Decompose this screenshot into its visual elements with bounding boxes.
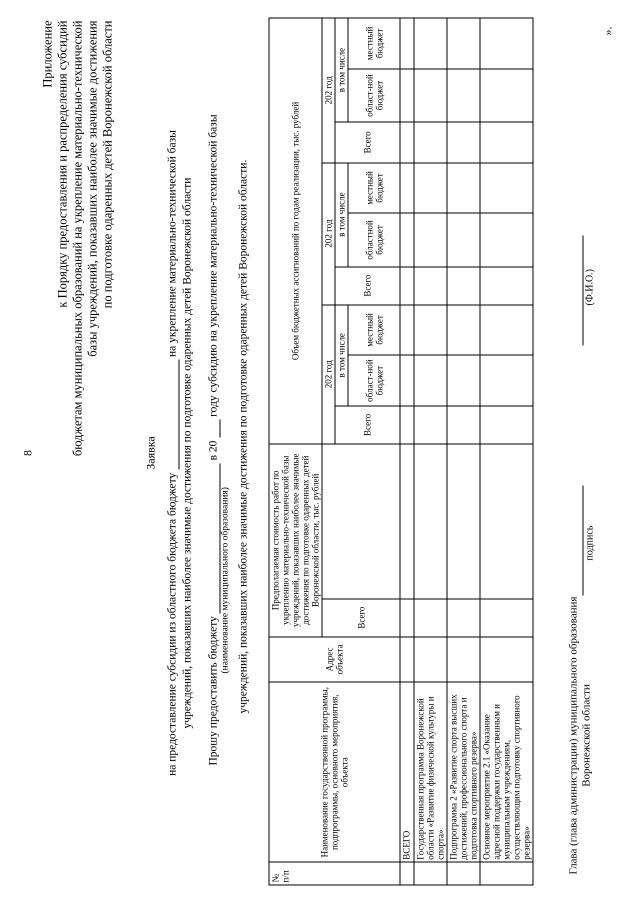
header-total-3: Всего	[335, 122, 400, 163]
table-row	[447, 18, 480, 885]
header-local-2: местный бюджет	[348, 162, 400, 213]
table-header-row	[269, 18, 322, 885]
name-line	[582, 235, 583, 345]
header-num: № п/п	[269, 862, 400, 885]
page-number: 8	[20, 449, 34, 456]
header-local-3: местный бюджет	[348, 18, 400, 69]
appendix-line: бюджетам муниципальных образований на укрепление материально-технической	[70, 20, 84, 456]
header-cost-total: Всего	[322, 598, 400, 636]
header-incl-1: в том числе	[335, 304, 348, 405]
row-label: Подпрограмма 2 «Развитие спорта высших достижений, профессионального спорта и подготовка спортивного резерва»	[447, 682, 480, 862]
head-of-municipality-label: Глава (глава администрации) муниципального образования Воронежской области	[567, 596, 592, 874]
appendix-title: Приложение	[40, 20, 54, 88]
table-row	[480, 18, 533, 885]
header-regional-1: област-ной бюджет	[348, 355, 400, 406]
header-volume: Объем бюджетных ассигнований по годам реализации, тыс. рублей	[269, 18, 322, 444]
header-incl-3: в том числе	[335, 18, 348, 122]
request-line-1: на предоставление субсидии из областного бюджета бюджету на укрепление материально-технической базы	[166, 129, 178, 776]
header-year-1: 202 год	[322, 304, 335, 443]
appendix-line: к Порядку предоставления и распределения субсидий	[55, 20, 69, 308]
request-line-4: учреждений, показавших наиболее значимые достижения по подготовке одаренных детей Воронежской области.	[237, 159, 249, 713]
row-label: Государственная программа Воронежской области «Развитие физической культуры и спорта»	[414, 682, 447, 862]
header-cost-blank	[322, 443, 400, 598]
header-incl-2: в том числе	[335, 162, 348, 266]
header-total-2: Всего	[335, 266, 400, 304]
request-line-2: учреждений, показавших наиболее значимые достижения по подготовке одаренных детей Воронежской области	[181, 177, 193, 728]
appendix-header	[40, 20, 115, 460]
header-local-1: местный бюджет	[348, 304, 400, 355]
header-regional-3: област-ной бюджет	[348, 68, 400, 121]
table-row	[414, 18, 447, 885]
appendix-line: базы учреждений, показавших наиболее значимые достижения	[85, 20, 99, 357]
document-title: Заявка	[143, 435, 157, 470]
name-caption: (Ф.И.О.)	[584, 268, 595, 305]
row-label: ВСЕГО	[400, 682, 414, 862]
header-year-2: 202 год	[322, 162, 335, 304]
municipality-caption: (наименование муниципального образования)	[220, 486, 230, 673]
header-regional-2: областной бюджет	[348, 213, 400, 266]
appendix-line: по подготовке одаренных детей Воронежской области	[100, 20, 114, 308]
budget-name-blank	[207, 463, 220, 613]
row-label: Основное мероприятие 2.1 «Оказание адресной поддержки государственным и муниципальным учреждениям, осуществляющим подготовку спортивного резерва»	[480, 682, 533, 862]
header-total-1: Всего	[335, 405, 400, 443]
signature-caption: подпись	[584, 525, 595, 560]
header-cost: Предполагаемая стоимость работ по укреплению материально-технической базы учреждений, показавших наиболее значимые достижения по подготовке одаренных детей Воронежской области, тыс. рублей	[269, 443, 322, 636]
header-name: Наименование государственной программы, подпрограммы, основного мероприятия, объекта	[269, 682, 400, 862]
closing-quote: ».	[600, 26, 614, 35]
signature-line	[582, 485, 583, 595]
year-blank	[207, 419, 220, 437]
header-year-3: 202 год	[322, 18, 335, 163]
municipality-blank	[166, 359, 179, 469]
request-line-3: Прошу предоставить бюджету в 20 году субсидию на укрепление материально-технической базы	[207, 113, 219, 765]
header-address: Адрес объекта	[269, 636, 400, 682]
subsidy-table	[268, 17, 533, 885]
table-row	[400, 18, 414, 885]
